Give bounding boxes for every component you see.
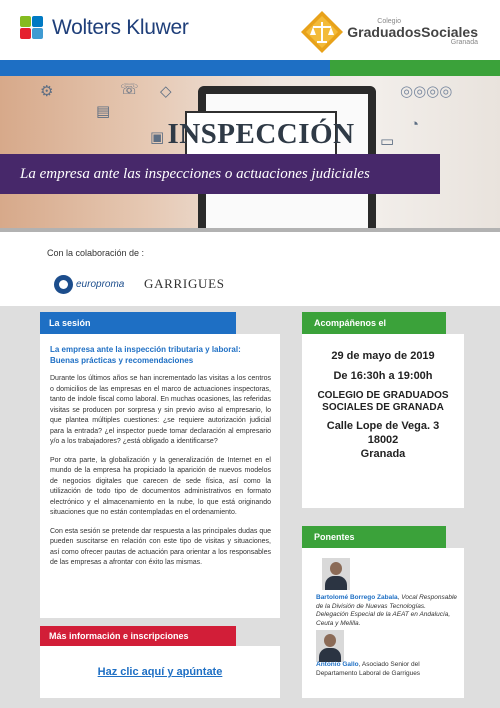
event-time: De 16:30h a 19:00h	[333, 370, 433, 382]
gear-icon: ⚙	[40, 83, 54, 100]
document-icon: ▭	[380, 133, 395, 150]
register-link[interactable]: Haz clic aquí y apúntate	[97, 666, 223, 678]
colegio-label: Colegio	[377, 18, 402, 25]
session-title: La empresa ante la inspección tributaria y laboral: Buenas prácticas y recomendaciones	[50, 345, 241, 365]
speakers-card	[302, 548, 464, 698]
blue-stripe	[0, 60, 330, 76]
info-header: Más información e inscripciones	[40, 626, 236, 646]
session-header: La sesión	[40, 312, 236, 334]
speaker-item: Bartolomé Borrego Zabala, Vocal Responsable de la División de Nuevas Tecnologías. Delegación Especial de la AEAT en Andalucía, Ceuta y Melilla.	[316, 594, 458, 627]
lock-icon: ▣	[150, 129, 165, 146]
speaker-name: Bartolomé Borrego Zabala	[316, 594, 398, 601]
session-paragraph: Durante los últimos años se han incrementado las visitas a los centros o domicilios de las empresas en el marco de actuaciones inspectoras, tanto de índole fiscal como laboral. En muchas ocasiones, las referidas visitas se producen por sorpresa y sin previo aviso al empresario, lo que plantea múltiples cuestiones: ¿se requiere autorización judicial para la entrada? ¿el inspector puede tomar declaración al empresario y/o a los trabajadores? ¿está obligado a identificarse?	[50, 375, 271, 445]
europroma-wordmark: europroma	[76, 279, 125, 290]
event-city: Granada	[360, 448, 406, 460]
top-header	[0, 0, 500, 60]
diamond-icon: ◇	[160, 83, 172, 100]
phone-icon: ☏	[120, 81, 139, 98]
info-card	[40, 646, 280, 698]
event-zip: 18002	[367, 434, 399, 446]
colegio-graduados-logo[interactable]	[300, 10, 478, 54]
europroma-logo[interactable]	[54, 275, 124, 294]
wolters-kluwer-logo[interactable]	[20, 16, 189, 40]
event-subtitle: La empresa ante las inspecciones o actuaciones judiciales	[20, 165, 370, 182]
avatar	[322, 558, 350, 590]
circles-icon: ◎◎◎◎	[400, 83, 453, 100]
speaker-role: Asociado Senior del Departamento Laboral de Garrigues	[316, 661, 421, 677]
event-card	[302, 334, 464, 508]
wolters-kluwer-mark-icon	[20, 16, 44, 40]
event-date: 29 de mayo de 2019	[331, 350, 435, 362]
event-street: Calle Lope de Vega. 3	[326, 420, 440, 432]
subtitle-bar	[0, 154, 440, 194]
event-venue: COLEGIO DE GRADUADOS SOCIALES DE GRANADA	[317, 390, 449, 413]
garrigues-logo[interactable]: GARRIGUES	[144, 276, 225, 291]
graduados-sociales-label: GraduadosSociales	[347, 24, 478, 40]
speakers-header: Ponentes	[302, 526, 446, 548]
chart-icon: ▤	[96, 103, 111, 120]
session-paragraph: Con esta sesión se pretende dar respuesta a las principales dudas que pueden suscitarse en relación con este tipo de visitas y situaciones, así como ofrecer pautas de actuación para orientar a los responsables de las empresas a afrontar con éxito las mismas.	[50, 527, 271, 566]
session-paragraph: Por otra parte, la globalización y la generalización de Internet en el mundo de la empresa ha propiciado la aparición de nuevos modelos de negocios digitales que carecen de sede física, así como la utilización de todo tipo de documentos administrativos en formato electrónico y el almacenamiento en la nube, lo que está originando situaciones que no están contempladas en el ordenamiento.	[50, 456, 271, 516]
collaboration-label: Con la colaboración de :	[47, 248, 145, 258]
green-stripe	[330, 60, 500, 76]
speaker-name: Antonio Gallo	[316, 661, 359, 668]
inspeccion-sign	[167, 111, 355, 157]
session-card	[40, 334, 280, 618]
gauge-icon: ◔	[410, 116, 420, 133]
hero-banner	[0, 76, 500, 228]
europroma-mark-icon	[54, 275, 73, 294]
colegio-seal-icon	[300, 10, 344, 54]
inspeccion-word: INSPECCIÓN	[167, 117, 355, 150]
avatar	[316, 630, 344, 662]
speaker-item: Antonio Gallo, Asociado Senior del Departamento Laboral de Garrigues	[316, 661, 421, 677]
granada-label: Granada	[450, 39, 478, 46]
divider	[0, 228, 500, 232]
speaker-role: Vocal Responsable de la División de Nuevas Tecnologías. Delegación Especial de la AEAT en Andalucía, Ceuta y Melilla.	[316, 594, 458, 627]
event-header: Acompáñenos el	[302, 312, 446, 334]
wolters-kluwer-wordmark: Wolters Kluwer	[52, 16, 189, 39]
